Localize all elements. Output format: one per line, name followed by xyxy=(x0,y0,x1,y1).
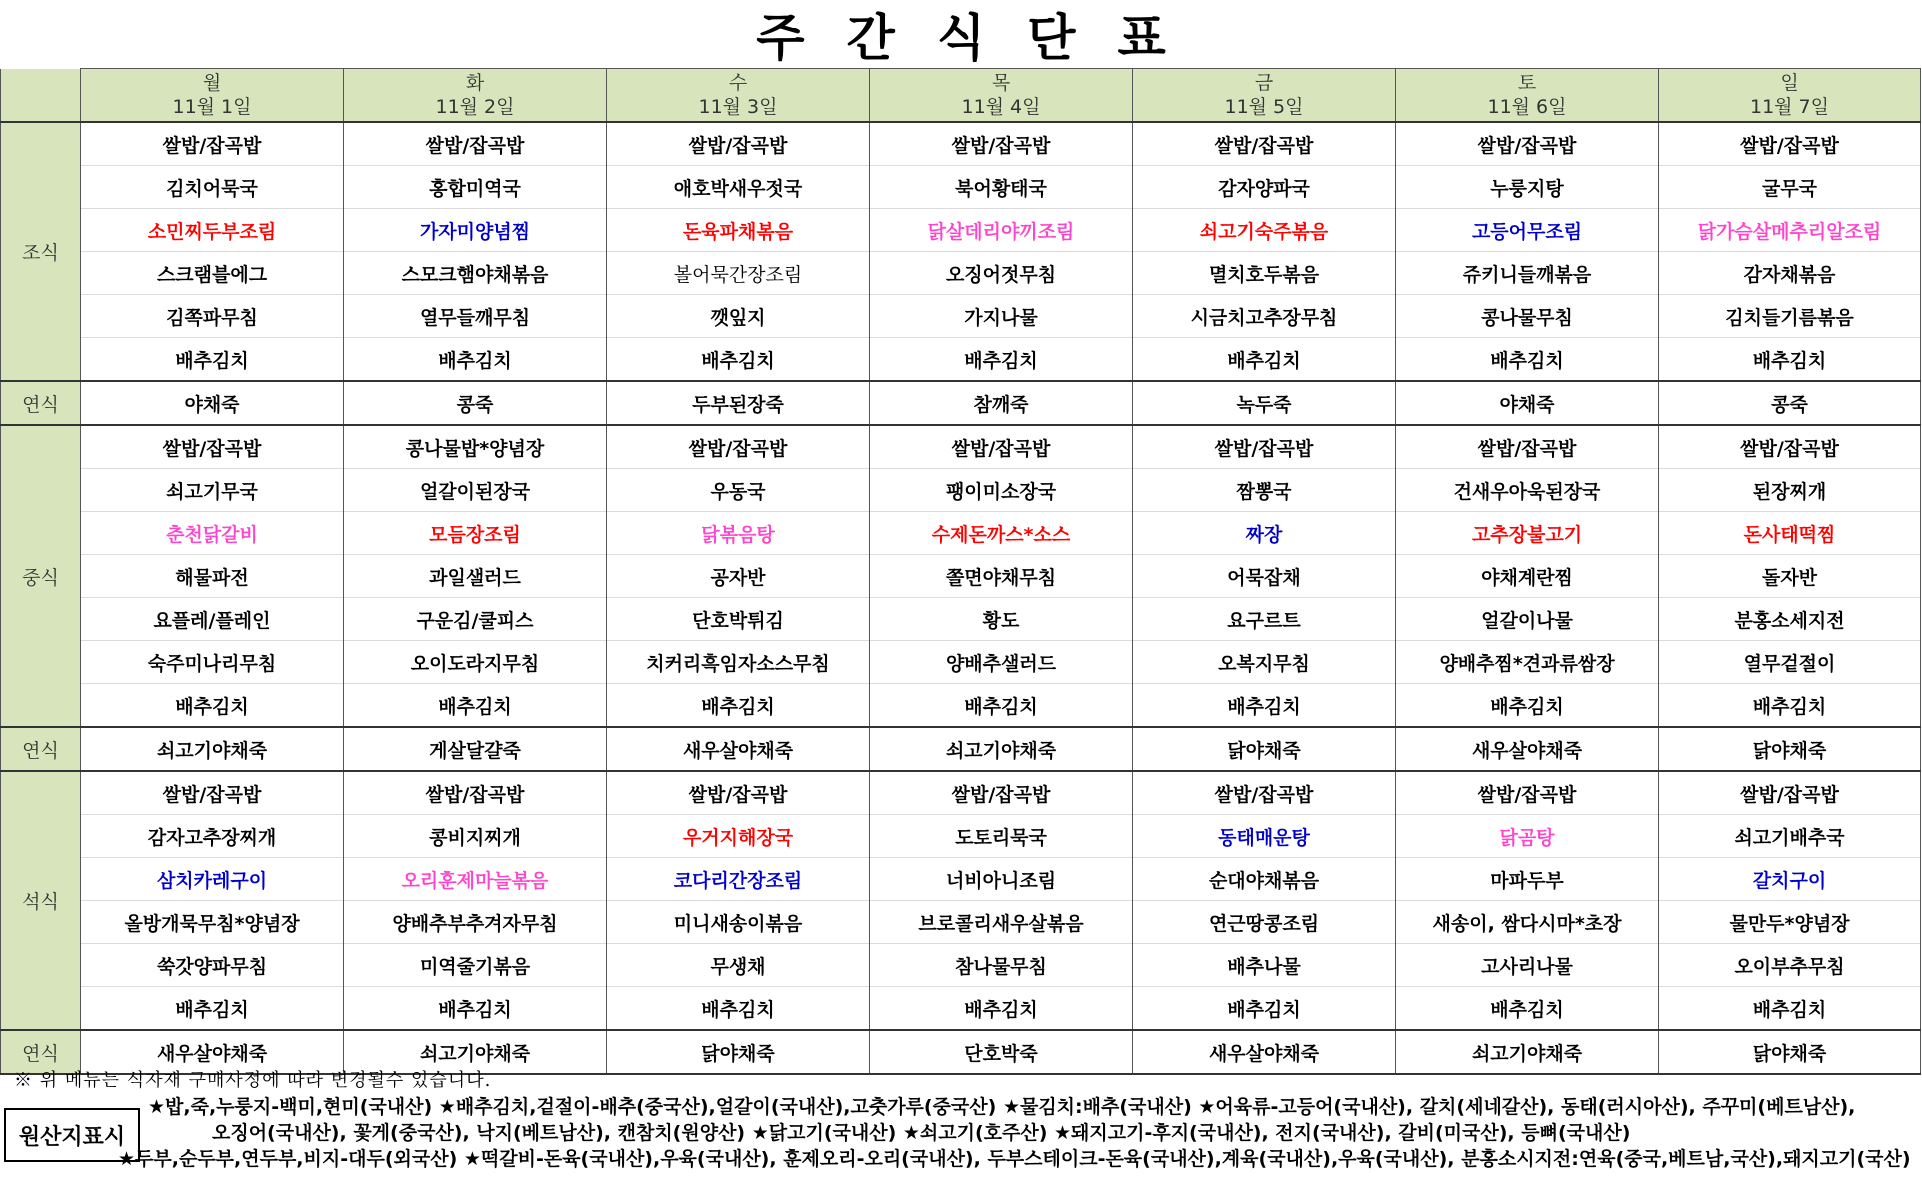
menu-row xyxy=(1,166,1921,209)
menu-item: 오이도라지무침 xyxy=(344,641,607,684)
menu-item: 어묵잡채 xyxy=(1133,555,1396,598)
menu-item: 콩죽 xyxy=(1659,381,1921,425)
menu-item: 닭살데리야끼조림 xyxy=(870,209,1133,252)
menu-item: 야채죽 xyxy=(1396,381,1659,425)
menu-item: 배추김치 xyxy=(1133,684,1396,728)
day-date: 11월 5일 xyxy=(1224,96,1304,118)
menu-item: 배추김치 xyxy=(344,987,607,1031)
menu-item: 닭야채죽 xyxy=(607,1030,870,1074)
menu-item: 감자고추장찌개 xyxy=(81,815,344,858)
menu-item: 쌀밥/잡곡밥 xyxy=(607,122,870,166)
menu-item: 쇠고기야채죽 xyxy=(870,727,1133,771)
meal-label: 석식 xyxy=(1,771,81,1030)
menu-item: 배추김치 xyxy=(1396,338,1659,382)
menu-item: 누룽지탕 xyxy=(1396,166,1659,209)
menu-row xyxy=(1,295,1921,338)
menu-item: 배추김치 xyxy=(607,338,870,382)
day-name: 목 xyxy=(991,72,1011,94)
menu-item: 분홍소세지전 xyxy=(1659,598,1921,641)
menu-row xyxy=(1,598,1921,641)
menu-item: 공자반 xyxy=(607,555,870,598)
day-date: 11월 4일 xyxy=(961,96,1041,118)
menu-item: 배추김치 xyxy=(607,987,870,1031)
menu-item: 쥬키니들깨볶음 xyxy=(1396,252,1659,295)
day-date: 11월 1일 xyxy=(172,96,252,118)
menu-item: 닭곰탕 xyxy=(1396,815,1659,858)
menu-item: 동태매운탕 xyxy=(1133,815,1396,858)
menu-item: 멸치호두볶음 xyxy=(1133,252,1396,295)
menu-item: 쇠고기숙주볶음 xyxy=(1133,209,1396,252)
menu-item: 고등어무조림 xyxy=(1396,209,1659,252)
menu-item: 쌀밥/잡곡밥 xyxy=(1659,425,1921,469)
menu-item: 새우살야채죽 xyxy=(81,1030,344,1074)
day-name: 화 xyxy=(465,72,485,94)
meal-label: 조식 xyxy=(1,122,81,381)
menu-item: 두부된장죽 xyxy=(607,381,870,425)
menu-item: 과일샐러드 xyxy=(344,555,607,598)
day-date: 11월 3일 xyxy=(698,96,778,118)
menu-item: 양배추찜*견과류쌈장 xyxy=(1396,641,1659,684)
menu-item: 쌀밥/잡곡밥 xyxy=(1396,425,1659,469)
menu-item: 쇠고기배추국 xyxy=(1659,815,1921,858)
menu-item: 콩나물무침 xyxy=(1396,295,1659,338)
menu-row xyxy=(1,641,1921,684)
menu-item: 양배추샐러드 xyxy=(870,641,1133,684)
menu-item: 시금치고추장무침 xyxy=(1133,295,1396,338)
menu-item: 배추김치 xyxy=(1133,987,1396,1031)
menu-item: 쌀밥/잡곡밥 xyxy=(870,425,1133,469)
menu-item: 양배추부추겨자무침 xyxy=(344,901,607,944)
menu-item: 감자양파국 xyxy=(1133,166,1396,209)
menu-item: 단호박튀김 xyxy=(607,598,870,641)
menu-item: 쌀밥/잡곡밥 xyxy=(607,771,870,815)
menu-item: 얼갈이나물 xyxy=(1396,598,1659,641)
menu-item: 배추김치 xyxy=(344,338,607,382)
menu-item: 배추김치 xyxy=(1659,987,1921,1031)
menu-item: 쌀밥/잡곡밥 xyxy=(870,122,1133,166)
menu-item: 배추김치 xyxy=(1396,684,1659,728)
menu-item: 황도 xyxy=(870,598,1133,641)
menu-item: 가지나물 xyxy=(870,295,1133,338)
menu-item: 쌀밥/잡곡밥 xyxy=(1133,771,1396,815)
menu-item: 숙주미나리무침 xyxy=(81,641,344,684)
menu-item: 쇠고기무국 xyxy=(81,469,344,512)
menu-item: 오복지무침 xyxy=(1133,641,1396,684)
menu-row xyxy=(1,469,1921,512)
menu-item: 스크램블에그 xyxy=(81,252,344,295)
menu-item: 쌀밥/잡곡밥 xyxy=(81,425,344,469)
menu-item: 배추김치 xyxy=(1396,987,1659,1031)
origin-line: ★두부,순두부,연두부,비지-대두(외국산) ★떡갈비-돈육(국내산),우육(국내산), 훈제오리-오리(국내산), 두부스테이크-돈육(국내산),계육(국내산),우육(국내산), 분홍소시지전:연육(중국,베트남,국산),돼지고기(국산) xyxy=(118,1148,1911,1170)
menu-item: 삼치카레구이 xyxy=(81,858,344,901)
menu-item: 배추김치 xyxy=(1659,684,1921,728)
menu-item: 새송이, 쌈다시마*초장 xyxy=(1396,901,1659,944)
menu-item: 배추김치 xyxy=(870,684,1133,728)
menu-item: 야채계란찜 xyxy=(1396,555,1659,598)
menu-item: 배추김치 xyxy=(81,684,344,728)
menu-item: 모듬장조림 xyxy=(344,512,607,555)
menu-item: 게살달걀죽 xyxy=(344,727,607,771)
menu-row xyxy=(1,209,1921,252)
menu-row xyxy=(1,512,1921,555)
menu-item: 열무겉절이 xyxy=(1659,641,1921,684)
menu-item: 쇠고기야채죽 xyxy=(81,727,344,771)
menu-item: 배추김치 xyxy=(870,338,1133,382)
menu-row xyxy=(1,252,1921,295)
menu-row xyxy=(1,338,1921,382)
menu-item: 우동국 xyxy=(607,469,870,512)
weekly-menu-table xyxy=(0,68,1921,1075)
menu-item: 돈사태떡찜 xyxy=(1659,512,1921,555)
day-header xyxy=(607,69,870,123)
menu-item: 쫄면야채무침 xyxy=(870,555,1133,598)
menu-item: 쌀밥/잡곡밥 xyxy=(1133,122,1396,166)
menu-item: 배추김치 xyxy=(81,338,344,382)
menu-item: 도토리묵국 xyxy=(870,815,1133,858)
menu-item: 연근땅콩조림 xyxy=(1133,901,1396,944)
menu-item: 새우살야채죽 xyxy=(1133,1030,1396,1074)
day-date: 11월 6일 xyxy=(1487,96,1567,118)
day-header xyxy=(81,69,344,123)
menu-item: 쌀밥/잡곡밥 xyxy=(1396,122,1659,166)
menu-item: 오리훈제마늘볶음 xyxy=(344,858,607,901)
menu-item: 김쪽파무침 xyxy=(81,295,344,338)
menu-item: 닭야채죽 xyxy=(1133,727,1396,771)
menu-item: 스모크햄야채볶음 xyxy=(344,252,607,295)
menu-item: 야채죽 xyxy=(81,381,344,425)
meal-label: 연식 xyxy=(1,727,81,771)
menu-item: 건새우아욱된장국 xyxy=(1396,469,1659,512)
menu-item: 닭야채죽 xyxy=(1659,1030,1921,1074)
menu-item: 배추나물 xyxy=(1133,944,1396,987)
menu-item: 올방개묵무침*양념장 xyxy=(81,901,344,944)
menu-item: 배추김치 xyxy=(344,684,607,728)
menu-item: 열무들깨무침 xyxy=(344,295,607,338)
menu-item: 단호박죽 xyxy=(870,1030,1133,1074)
origin-details xyxy=(118,1094,1918,1172)
menu-item: 무생채 xyxy=(607,944,870,987)
menu-item: 쌀밥/잡곡밥 xyxy=(870,771,1133,815)
menu-item: 쌀밥/잡곡밥 xyxy=(1659,771,1921,815)
menu-row xyxy=(1,858,1921,901)
origin-line: 오징어(국내산), 꽃게(중국산), 낙지(베트남산), 캔참치(원양산) ★닭고기(국내산) ★쇠고기(호주산) ★돼지고기-후지(국내산), 전지(국내산), 갈비(미국산), 등뼈(국내산) xyxy=(212,1122,1631,1144)
menu-item: 짜장 xyxy=(1133,512,1396,555)
menu-item: 새우살야채죽 xyxy=(607,727,870,771)
menu-row xyxy=(1,987,1921,1031)
menu-item: 구운김/쿨피스 xyxy=(344,598,607,641)
menu-row xyxy=(1,901,1921,944)
day-name: 수 xyxy=(728,72,748,94)
menu-item: 춘천닭갈비 xyxy=(81,512,344,555)
menu-item: 배추김치 xyxy=(1659,338,1921,382)
day-name: 월 xyxy=(202,72,222,94)
day-date: 11월 2일 xyxy=(435,96,515,118)
day-date: 11월 7일 xyxy=(1749,96,1829,118)
menu-item: 쌀밥/잡곡밥 xyxy=(607,425,870,469)
menu-item: 애호박새우젓국 xyxy=(607,166,870,209)
menu-item: 배추김치 xyxy=(607,684,870,728)
menu-item: 쌀밥/잡곡밥 xyxy=(1396,771,1659,815)
menu-item: 볼어묵간장조림 xyxy=(607,252,870,295)
day-header xyxy=(1133,69,1396,123)
menu-item: 해물파전 xyxy=(81,555,344,598)
menu-item: 쇠고기야채죽 xyxy=(1396,1030,1659,1074)
menu-item: 얼갈이된장국 xyxy=(344,469,607,512)
menu-item: 쌀밥/잡곡밥 xyxy=(1133,425,1396,469)
menu-item: 쌀밥/잡곡밥 xyxy=(344,122,607,166)
origin-label: 원산지표시 xyxy=(4,1108,140,1162)
day-header xyxy=(1659,69,1921,123)
header-corner xyxy=(1,69,81,123)
day-name: 토 xyxy=(1517,72,1537,94)
menu-item: 닭야채죽 xyxy=(1659,727,1921,771)
menu-row xyxy=(1,381,1921,425)
meal-label: 연식 xyxy=(1,1030,81,1074)
menu-item: 닭볶음탕 xyxy=(607,512,870,555)
menu-item: 갈치구이 xyxy=(1659,858,1921,901)
menu-item: 미니새송이볶음 xyxy=(607,901,870,944)
menu-item: 홍합미역국 xyxy=(344,166,607,209)
menu-item: 미역줄기볶음 xyxy=(344,944,607,987)
menu-item: 우거지해장국 xyxy=(607,815,870,858)
meal-label: 연식 xyxy=(1,381,81,425)
notice-text: ※ 위 메뉴는 식자재 구매사정에 따라 변경될수 있습니다. xyxy=(14,1070,492,1091)
menu-item: 김치어묵국 xyxy=(81,166,344,209)
menu-item: 쌀밥/잡곡밥 xyxy=(81,771,344,815)
menu-item: 너비아니조림 xyxy=(870,858,1133,901)
menu-item: 수제돈까스*소스 xyxy=(870,512,1133,555)
menu-item: 콩나물밥*양념장 xyxy=(344,425,607,469)
day-name: 일 xyxy=(1780,72,1799,94)
menu-item: 물만두*양념장 xyxy=(1659,901,1921,944)
menu-item: 가자미양념찜 xyxy=(344,209,607,252)
menu-item: 돈육파채볶음 xyxy=(607,209,870,252)
menu-item: 녹두죽 xyxy=(1133,381,1396,425)
menu-item: 배추김치 xyxy=(81,987,344,1031)
menu-item: 배추김치 xyxy=(870,987,1133,1031)
day-header xyxy=(344,69,607,123)
menu-item: 쌀밥/잡곡밥 xyxy=(1659,122,1921,166)
menu-item: 고추장불고기 xyxy=(1396,512,1659,555)
menu-item: 깻잎지 xyxy=(607,295,870,338)
meal-label: 중식 xyxy=(1,425,81,727)
menu-item: 참나물무침 xyxy=(870,944,1133,987)
menu-item: 고사리나물 xyxy=(1396,944,1659,987)
day-header xyxy=(1396,69,1659,123)
menu-item: 김치들기름볶음 xyxy=(1659,295,1921,338)
menu-item: 배추김치 xyxy=(1133,338,1396,382)
menu-row xyxy=(1,771,1921,815)
origin-line: ★밥,죽,누룽지-백미,현미(국내산) ★배추김치,겉절이-배추(중국산),얼갈이(국내산),고춧가루(중국산) ★물김치:배추(국내산) ★어육류-고등어(국내산), 갈치(세네갈산), 동태(러시아산), 주꾸미(베트남산), xyxy=(148,1096,1856,1118)
menu-item: 요플레/플레인 xyxy=(81,598,344,641)
menu-item: 참깨죽 xyxy=(870,381,1133,425)
menu-item: 요구르트 xyxy=(1133,598,1396,641)
menu-item: 콩죽 xyxy=(344,381,607,425)
menu-item: 코다리간장조림 xyxy=(607,858,870,901)
page-title: 주간식단표 xyxy=(756,9,1208,67)
menu-row xyxy=(1,815,1921,858)
menu-row xyxy=(1,684,1921,728)
menu-item: 콩비지찌개 xyxy=(344,815,607,858)
day-header xyxy=(870,69,1133,123)
menu-item: 쇠고기야채죽 xyxy=(344,1030,607,1074)
menu-row xyxy=(1,122,1921,166)
menu-item: 된장찌개 xyxy=(1659,469,1921,512)
menu-row xyxy=(1,727,1921,771)
menu-row xyxy=(1,425,1921,469)
menu-item: 돌자반 xyxy=(1659,555,1921,598)
menu-item: 짬뽕국 xyxy=(1133,469,1396,512)
menu-item: 팽이미소장국 xyxy=(870,469,1133,512)
menu-row xyxy=(1,944,1921,987)
menu-item: 오이부추무침 xyxy=(1659,944,1921,987)
menu-item: 굴무국 xyxy=(1659,166,1921,209)
menu-item: 닭가슴살메추리알조림 xyxy=(1659,209,1921,252)
menu-item: 소민찌두부조림 xyxy=(81,209,344,252)
menu-item: 마파두부 xyxy=(1396,858,1659,901)
menu-item: 오징어젓무침 xyxy=(870,252,1133,295)
menu-item: 새우살야채죽 xyxy=(1396,727,1659,771)
menu-item: 순대야채볶음 xyxy=(1133,858,1396,901)
menu-item: 쑥갓양파무침 xyxy=(81,944,344,987)
menu-item: 감자채볶음 xyxy=(1659,252,1921,295)
menu-item: 쌀밥/잡곡밥 xyxy=(344,771,607,815)
menu-item: 치커리흑임자소스무침 xyxy=(607,641,870,684)
menu-item: 쌀밥/잡곡밥 xyxy=(81,122,344,166)
menu-item: 브로콜리새우살볶음 xyxy=(870,901,1133,944)
day-name: 금 xyxy=(1254,72,1274,94)
menu-item: 북어황태국 xyxy=(870,166,1133,209)
menu-row xyxy=(1,555,1921,598)
